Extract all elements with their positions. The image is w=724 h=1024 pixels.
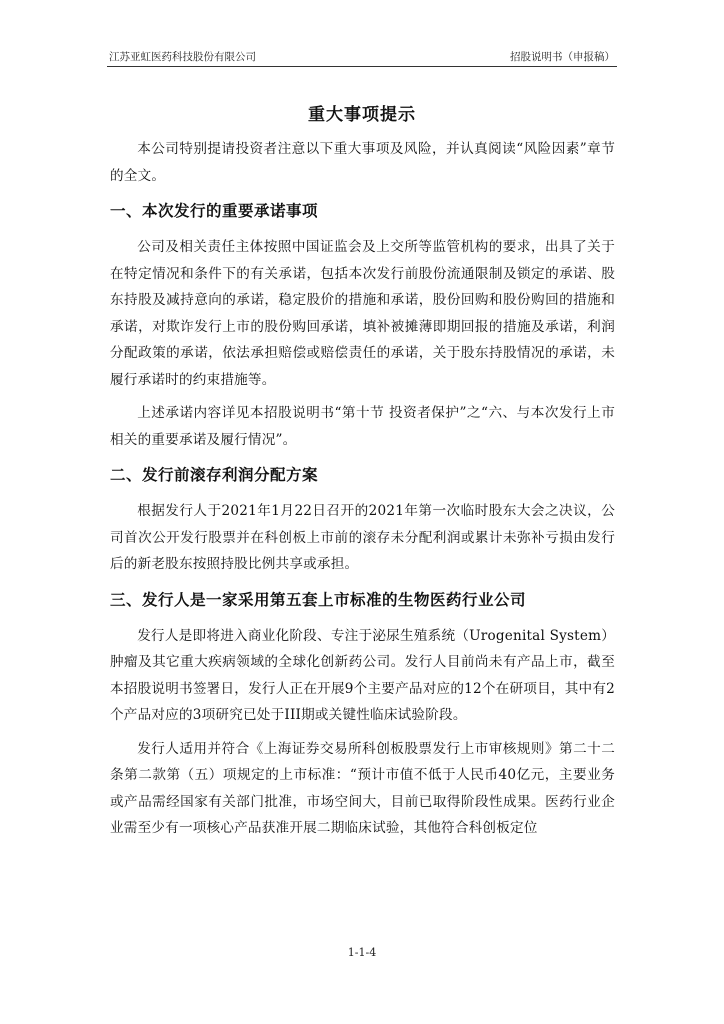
page-title: 重大事项提示 [308,105,416,125]
section-heading-2: 二、发行前滚存利润分配方案 [110,466,319,484]
page-number: 1-1-4 [347,946,377,959]
section-2-paragraph-1: 根据发行人于2021年1月22日召开的2021年第一次临时股东大会之决议，公司首次公开发行股票并在科创板上市前的滚存未分配利润或累计未弥补亏损由发行后的新老股东按照持股比例共享或承担。 [110,503,615,572]
page-header [107,50,617,67]
section-3-paragraph-2: 发行人适用并符合《上海证券交易所科创板股票发行上市审核规则》第二十二条第二款第（五）项规定的上市标准：“预计市值不低于人民币40亿元，主要业务或产品需经国家有关部门批准，市场空间大，目前已取得阶段性成果。医药行业企业需至少有一项核心产品获准开展二期临床试验，其他符合科创板定位 [110,740,615,836]
document-body [110,136,615,849]
section-heading-1: 一、本次发行的重要承诺事项 [110,202,319,220]
section-3-paragraph-1: 发行人是即将进入商业化阶段、专注于泌尿生殖系统（Urogenital System）肿瘤及其它重大疾病领域的全球化创新药公司。发行人目前尚未有产品上市，截至本招股说明书签署日，发行人正在开展9个主要产品对应的12个在研项目，其中有2个产品对应的3项研究已处于III期或关键性临床试验阶段。 [110,627,615,723]
header-company-name: 江苏亚虹医药科技股份有限公司 [109,51,256,63]
section-heading-3: 三、发行人是一家采用第五套上市标准的生物医药行业公司 [110,590,527,609]
section-1-paragraph-2: 上述承诺内容详见本招股说明书“第十节 投资者保护”之“六、与本次发行上市相关的重要承诺及履行情况”。 [110,405,615,448]
intro-paragraph: 本公司特别提请投资者注意以下重大事项及风险，并认真阅读“风险因素”章节的全文。 [110,141,615,184]
section-1-paragraph-1: 公司及相关责任主体按照中国证监会及上交所等监管机构的要求，出具了关于在特定情况和条件下的有关承诺，包括本次发行前股份流通限制及锁定的承诺、股东持股及减持意向的承诺，稳定股价的措施和承诺，股份回购和股份购回的措施和承诺，对欺诈发行上市的股份购回承诺，填补被摊薄即期回报的措施及承诺，利润分配政策的承诺，依法承担赔偿或赔偿责任的承诺，关于股东持股情况的承诺，未履行承诺时的约束措施等。 [110,239,615,388]
header-document-type: 招股说明书（申报稿） [510,51,615,63]
